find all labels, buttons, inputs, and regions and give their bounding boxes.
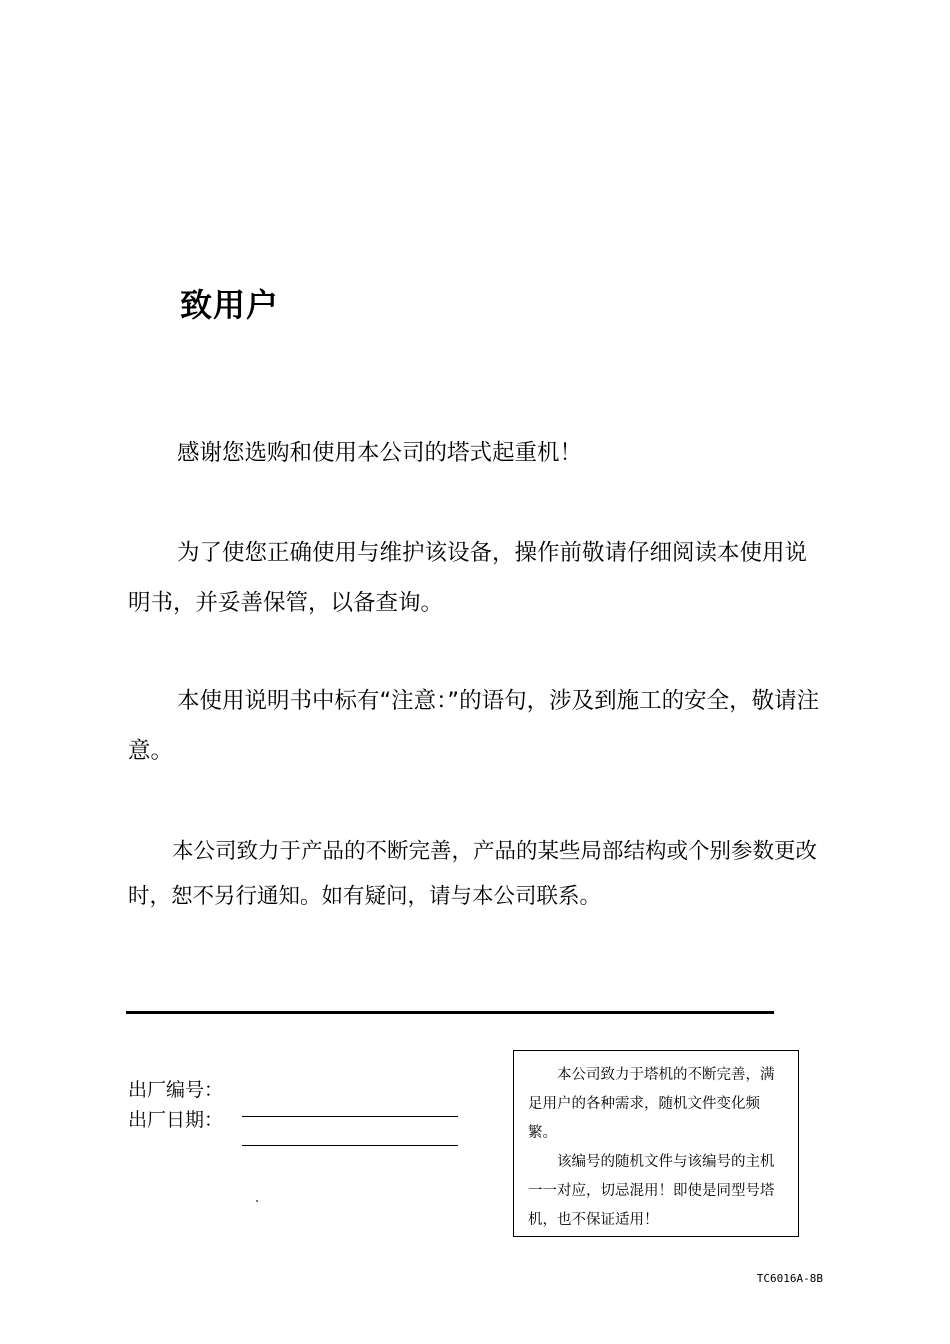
improvement-paragraph: 本公司致力于产品的不断完善，产品的某些局部结构或个别参数更改时，恕不另行通知。如有疑问，请与本公司联系。 <box>128 839 818 909</box>
safety-notice-paragraph: 本使用说明书中标有“注意：”的语句，涉及到施工的安全，敬请注意。 <box>128 688 820 764</box>
serial-number-row <box>128 1075 223 1105</box>
thanks-paragraph: 感谢您选购和使用本公司的塔式起重机！ <box>177 440 583 466</box>
notice-text-2: 该编号的随机文件与该编号的主机一一对应，切忌混用！即使是同型号塔机，也不保证适用！ <box>528 1154 775 1228</box>
notice-box <box>513 1050 799 1237</box>
notice-text-1: 本公司致力于塔机的不断完善，满足用户的各种需求，随机文件变化频繁。 <box>528 1067 775 1141</box>
document-code: TC6016A-8B <box>756 1272 823 1285</box>
factory-info <box>128 1075 223 1135</box>
date-label: 出厂日期： <box>128 1109 224 1131</box>
serial-number-label: 出厂编号： <box>128 1079 224 1101</box>
section-divider <box>126 1011 774 1014</box>
serial-number-fill-line <box>242 1116 458 1117</box>
date-row <box>128 1105 223 1135</box>
stray-dot <box>256 1200 258 1202</box>
date-fill-line <box>242 1145 458 1146</box>
page-title: 致用户 <box>180 286 280 324</box>
read-manual-paragraph: 为了使您正确使用与维护该设备，操作前敬请仔细阅读本使用说明书，并妥善保管，以备查询。 <box>128 540 808 616</box>
